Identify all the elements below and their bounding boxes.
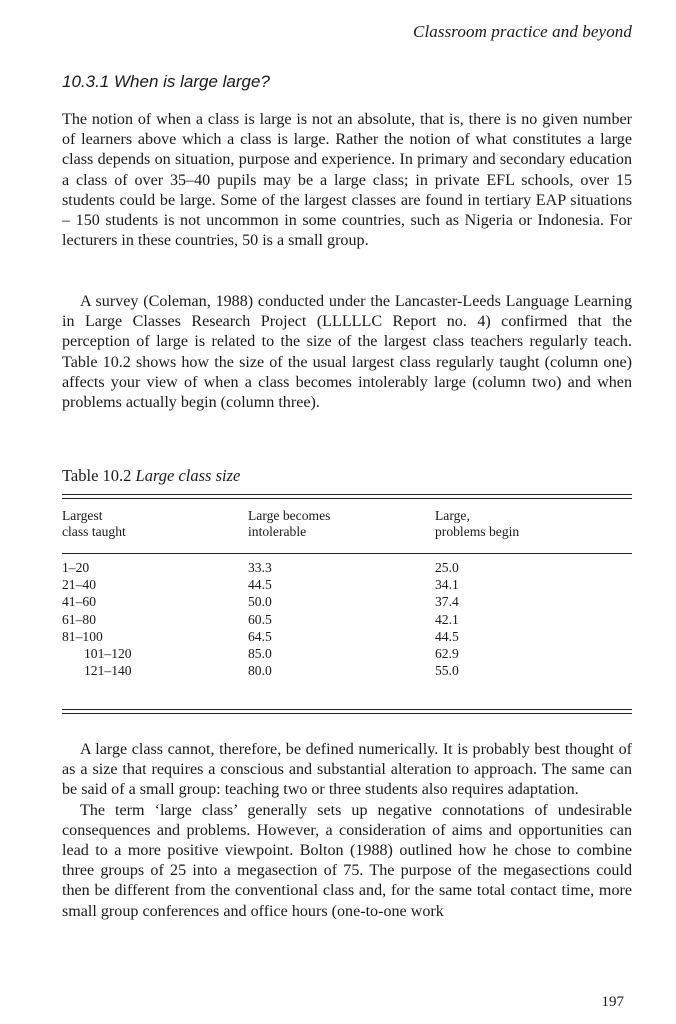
page-number: 197	[601, 994, 624, 1010]
cell-largest-class: 1–20	[62, 560, 90, 575]
header-line: problems begin	[435, 524, 520, 539]
paragraph-2: A survey (Coleman, 1988) conducted under the Lancaster-Leeds Language Learning in Large Classes Research Project (LLLLLC Report no. 4) confirmed that the perception of large is related to the size of the largest class teachers regularly teach. Table 10.2 shows how the size of the usual largest class regularly taught (column one) affects your view of when a class becomes intolerably large (column two) and when problems actually begin (column three).	[62, 293, 632, 412]
paragraph-1: The notion of when a class is large is not an absolute, that is, there is no given number of learners above which a class is large. Rather the notion of what constitutes a large class depends on situation, purpose and experience. In primary and secondary education a class of over 35–40 pupils may be a large class; in private EFL schools, over 15 students could be large. Some of the largest classes are found in tertiary EAP situations – 150 students is not uncommon in some countries, such as Nigeria or Indonesia. For lecturers in these countries, 50 is a small group.	[62, 111, 632, 250]
body-block-2	[62, 292, 632, 413]
paragraph-3: A large class cannot, therefore, be defined numerically. It is probably best thought of as a size that requires a conscious and substantial alteration to approach. The same can be said of a small group: teaching two or three students also requires adaptation.	[62, 741, 632, 799]
cell-largest-class: 101–120	[84, 646, 132, 662]
cell-problems-begin: 55.0	[435, 663, 459, 679]
table-caption-label: Table 10.2	[62, 466, 132, 485]
table-top-rule-2	[62, 498, 632, 499]
header-line: class taught	[62, 524, 126, 539]
table-row	[62, 576, 632, 593]
body-block-1	[62, 110, 632, 251]
paragraph-4: The term ‘large class’ generally sets up negative connotations of undesirable consequences and problems. However, a consideration of aims and opportunities can lead to a more positive viewpoint. Bolton (1988) outlined how he chose to combine three groups of 25 into a megasection of 75. The purpose of the megasections could then be different from the conventional class and, for the same total contact time, more small group conferences and office hours (one-to-one work	[62, 801, 632, 920]
table-bottom-rule-1	[62, 709, 632, 710]
cell-intolerable: 44.5	[248, 577, 272, 593]
section-heading: 10.3.1 When is large large?	[62, 72, 270, 91]
table-caption	[62, 466, 240, 486]
cell-problems-begin: 34.1	[435, 577, 459, 593]
cell-problems-begin: 62.9	[435, 646, 459, 662]
cell-intolerable: 64.5	[248, 628, 272, 644]
header-line: intolerable	[248, 524, 307, 539]
header-line: Largest	[62, 508, 103, 523]
cell-problems-begin: 37.4	[435, 594, 459, 610]
cell-intolerable: 85.0	[248, 646, 272, 662]
cell-largest-class: 121–140	[84, 663, 132, 679]
cell-intolerable: 33.3	[248, 560, 272, 575]
column-header-largest-class	[62, 508, 248, 540]
cell-intolerable: 50.0	[248, 594, 272, 610]
table-caption-title: Large class size	[135, 466, 241, 485]
cell-intolerable: 80.0	[248, 663, 272, 679]
table-header-row	[62, 508, 632, 540]
table-row	[62, 645, 632, 662]
cell-problems-begin: 25.0	[435, 560, 459, 575]
body-block-3	[62, 740, 632, 922]
table-bottom-rule-2	[62, 713, 632, 714]
cell-largest-class: 21–40	[62, 577, 96, 593]
table-row	[62, 593, 632, 610]
cell-largest-class: 41–60	[62, 594, 96, 610]
header-line: Large,	[435, 508, 470, 523]
table-row	[62, 559, 632, 576]
cell-problems-begin: 44.5	[435, 628, 459, 644]
table-header-rule	[62, 553, 632, 554]
cell-largest-class: 61–80	[62, 611, 96, 627]
large-class-size-table	[62, 508, 632, 679]
column-header-intolerable	[248, 508, 435, 540]
cell-problems-begin: 42.1	[435, 611, 459, 627]
table-row	[62, 628, 632, 645]
running-head: Classroom practice and beyond	[413, 22, 632, 41]
header-line: Large becomes	[248, 508, 331, 523]
column-header-problems-begin	[435, 508, 632, 540]
table-row	[62, 662, 632, 679]
cell-largest-class: 81–100	[62, 628, 103, 644]
cell-intolerable: 60.5	[248, 611, 272, 627]
table-row	[62, 611, 632, 628]
table-top-rule-1	[62, 494, 632, 495]
